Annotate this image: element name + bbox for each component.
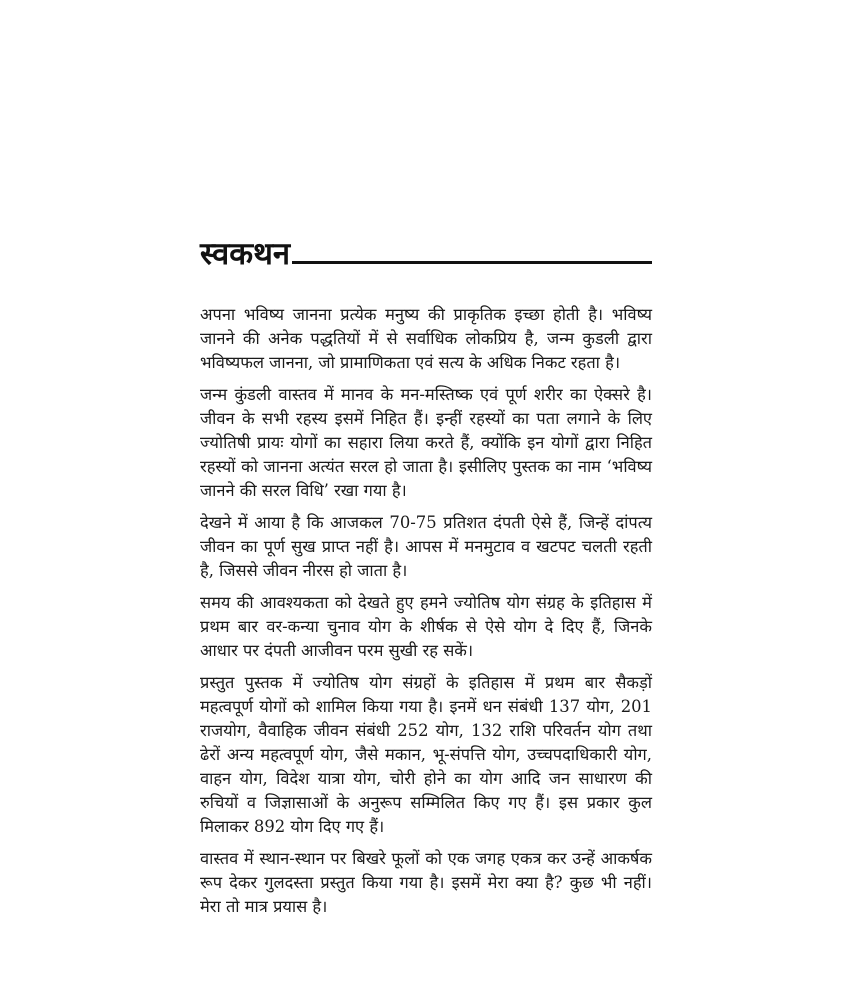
paragraph-5: प्रस्तुत पुस्तक में ज्योतिष योग संग्रहों के इतिहास में प्रथम बार सैकड़ों महत्वपूर्ण योगों को शामिल किया गया है। इनमें धन संबंधी 137 योग, 201 राजयोग, वैवाहिक जीवन संबंधी 252 योग, 132 राशि परिवर्तन योग तथा ढेरों अन्य महत्वपूर्ण योग, जैसे मकान, भू-संपत्ति योग, उच्चपदाधिकारी योग, वाहन योग, विदेश यात्रा योग, चोरी होने का योग आदि जन साधारण की रुचियों व जिज्ञासाओं के अनुरूप सम्मिलित किए गए हैं। इस प्रकार कुल मिलाकर 892 योग दिए गए हैं। <box>200 673 652 836</box>
paragraph-1: अपना भविष्य जानना प्रत्येक मनुष्य की प्राकृतिक इच्छा होती है। भविष्य जानने की अनेक पद्धतियों में से सर्वाधिक लोकप्रिय है, जन्म कुडली द्वारा भविष्यफल जानना, जो प्रामाणिकता एवं सत्य के अधिक निकट रहता है। <box>200 305 652 372</box>
heading-underline <box>292 261 652 264</box>
paragraph-2: जन्म कुंडली वास्तव में मानव के मन-मस्तिष्क एवं पूर्ण शरीर का ऐक्सरे है। जीवन के सभी रहस्य इसमें निहित हैं। इन्हीं रहस्यों का पता लगाने के लिए ज्योतिषी प्रायः योगों का सहारा लिया करते हैं, क्योंकि इन योगों द्वारा निहित रहस्यों को जानना अत्यंत सरल हो जाता है। इसीलिए पुस्तक का नाम ‘भविष्य जानने की सरल विधि’ रखा गया है। <box>200 385 652 500</box>
paragraph-6: वास्तव में स्थान-स्थान पर बिखरे फूलों को एक जगह एकत्र कर उन्हें आकर्षक रूप देकर गुलदस्ता प्रस्तुत किया गया है। इसमें मेरा क्या है? कुछ भी नहीं। मेरा तो मात्र प्रयास है। <box>200 849 652 916</box>
body-text <box>200 303 652 927</box>
heading-row <box>200 228 652 272</box>
page-heading: स्वकथन <box>200 236 291 272</box>
paragraph-3: देखने में आया है कि आजकल 70-75 प्रतिशत दंपती ऐसे हैं, जिन्हें दांपत्य जीवन का पूर्ण सुख प्राप्त नहीं है। आपस में मनमुटाव व खटपट चलती रहती है, जिससे जीवन नीरस हो जाता है। <box>200 513 652 580</box>
paragraph-4: समय की आवश्यकता को देखते हुए हमने ज्योतिष योग संग्रह के इतिहास में प्रथम बार वर-कन्या चुनाव योग के शीर्षक से ऐसे योग दे दिए हैं, जिनके आधार पर दंपती आजीवन परम सुखी रह सकें। <box>200 593 652 660</box>
